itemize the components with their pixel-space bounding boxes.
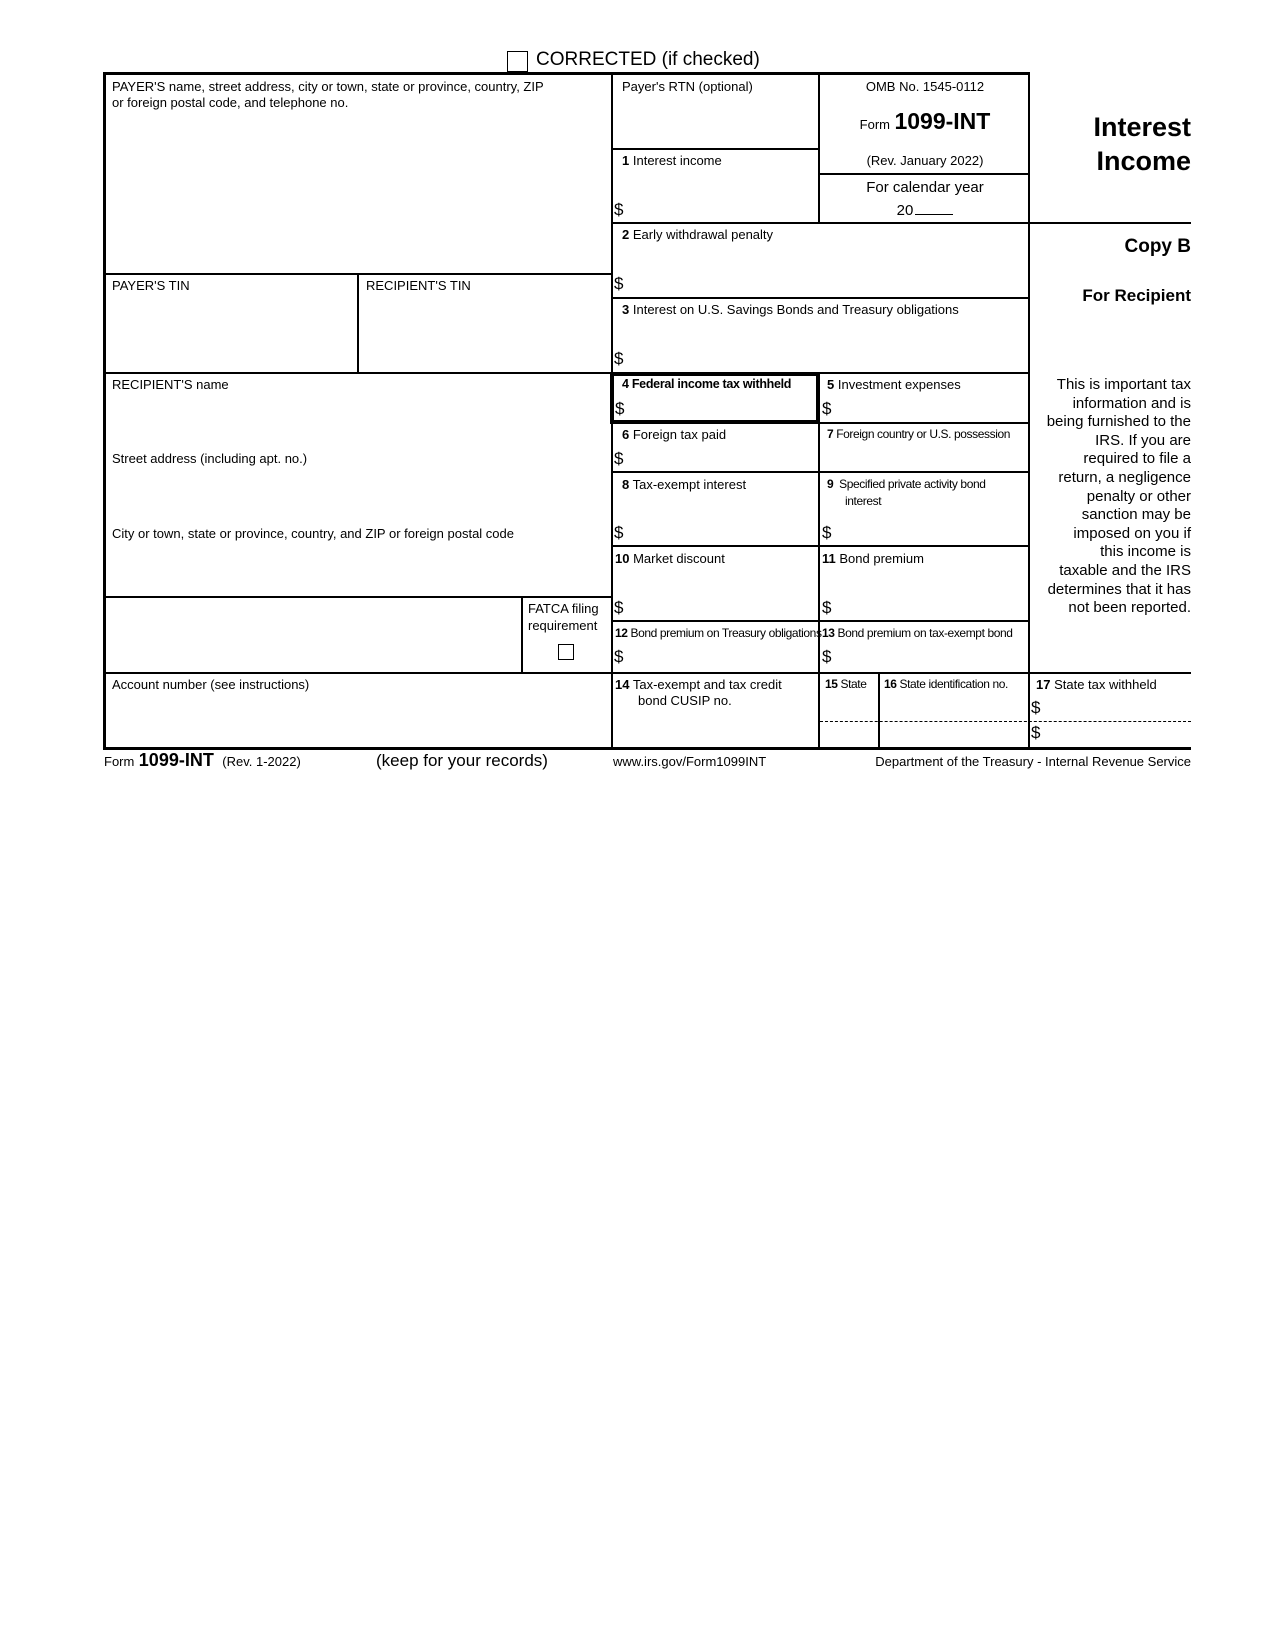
- box5-investment-expenses-field[interactable]: [834, 394, 1026, 420]
- notice-line: sanction may be: [1081, 506, 1191, 524]
- box12-dollar-sign: $: [614, 647, 624, 666]
- box10-dollar-sign: $: [614, 598, 624, 617]
- recipient-tin-label: RECIPIENT'S TIN: [366, 278, 471, 293]
- form-left-border: [103, 72, 106, 750]
- box9-private-activity-bond-field[interactable]: [834, 510, 1026, 542]
- line-box10-top: [611, 545, 1030, 547]
- box4-label: 4 Federal income tax withheld: [622, 377, 792, 391]
- box2-early-withdrawal-field[interactable]: [626, 244, 1026, 294]
- notice-line: this income is: [1100, 543, 1191, 561]
- line-box1-top: [611, 148, 820, 150]
- agency-name: Department of the Treasury - Internal Revenue Service: [875, 754, 1191, 769]
- box13-tax-exempt-premium-field[interactable]: [834, 644, 1026, 670]
- street-address-label: Street address (including apt. no.): [112, 451, 308, 466]
- box8-tax-exempt-interest-field[interactable]: [626, 494, 816, 542]
- box9-label: 9 Specified private activity bond: [827, 477, 986, 491]
- box6-dollar-sign: $: [614, 449, 624, 468]
- notice-line: not been reported.: [1068, 599, 1191, 617]
- divider-tin: [357, 273, 359, 374]
- divider-fatca: [521, 596, 523, 674]
- line-box8-top: [611, 471, 1030, 473]
- city-field[interactable]: [108, 543, 608, 593]
- box13-dollar-sign: $: [822, 647, 832, 666]
- notice-line: This is important tax: [1056, 376, 1191, 393]
- box15-state-field-1[interactable]: [822, 694, 876, 720]
- box17-state-tax-field-2[interactable]: [1044, 723, 1189, 746]
- footer-form-id: [104, 749, 301, 773]
- keep-records-note: (keep for your records): [376, 751, 548, 770]
- important-notice: [1030, 376, 1191, 618]
- box14-label-2: bond CUSIP no.: [638, 693, 732, 708]
- box16-state-id-field-1[interactable]: [882, 694, 1026, 720]
- title-income: Income: [1096, 146, 1191, 176]
- box1-label: 1 Interest income: [622, 153, 722, 168]
- year-prefix: 20: [896, 202, 914, 219]
- footer-revision: (Rev. 1-2022): [222, 754, 301, 769]
- box1-interest-income-field[interactable]: [626, 170, 816, 220]
- calendar-year-label: For calendar year: [866, 179, 984, 196]
- city-label: City or town, state or province, country, and ZIP or foreign postal code: [112, 526, 514, 541]
- notice-line: imposed on you if: [1073, 524, 1191, 542]
- box17-label: 17 State tax withheld: [1036, 677, 1157, 692]
- blank-field: [108, 600, 518, 670]
- form-title-block: [820, 108, 1030, 135]
- box9-dollar-sign: $: [822, 523, 832, 542]
- street-address-field[interactable]: [108, 468, 608, 518]
- box10-market-discount-field[interactable]: [626, 568, 816, 618]
- payer-tin-field[interactable]: [108, 296, 354, 370]
- payer-name-label-2: or foreign postal code, and telephone no.: [112, 95, 349, 110]
- box17-state-tax-field-1[interactable]: [1044, 694, 1189, 720]
- box8-dollar-sign: $: [614, 523, 624, 542]
- box3-savings-bonds-field[interactable]: [626, 320, 1026, 370]
- line-side-title-bottom: [1028, 222, 1191, 224]
- box7-foreign-country-field[interactable]: [822, 444, 1026, 469]
- notice-line: taxable and the IRS: [1059, 561, 1191, 579]
- box11-bond-premium-field[interactable]: [834, 568, 1026, 618]
- fatca-label-2: requirement: [528, 618, 598, 633]
- box2-label: 2 Early withdrawal penalty: [622, 227, 774, 242]
- payer-rtn-label: Payer's RTN (optional): [622, 79, 753, 94]
- for-recipient: For Recipient: [1082, 286, 1191, 305]
- box5-dollar-sign: $: [822, 399, 832, 418]
- box14-label: 14 Tax-exempt and tax credit: [615, 677, 782, 692]
- divider-mid-lower: [818, 373, 820, 750]
- account-number-field[interactable]: [108, 694, 608, 744]
- box1-dollar-sign: $: [614, 200, 624, 219]
- box14-cusip-field[interactable]: [615, 710, 815, 746]
- box9-label-2: interest: [845, 494, 882, 508]
- fatca-checkbox[interactable]: [558, 644, 574, 660]
- payer-name-field[interactable]: [108, 112, 608, 270]
- payer-name-label: PAYER'S name, street address, city or town, state or province, country, ZIP: [112, 79, 544, 94]
- box15-state-field-2[interactable]: [822, 723, 876, 746]
- line-recipient-top: [103, 372, 1030, 374]
- state-dashed-line: [820, 721, 1191, 722]
- form-revision: (Rev. January 2022): [866, 153, 984, 168]
- box3-dollar-sign: $: [614, 349, 624, 368]
- box13-label: 13 Bond premium on tax-exempt bond: [822, 626, 1013, 640]
- omb-number: OMB No. 1545-0112: [865, 79, 985, 94]
- footer-form-prefix: Form: [104, 754, 135, 769]
- box6-label: 6 Foreign tax paid: [622, 427, 727, 442]
- box17-dollar-sign-2: $: [1031, 723, 1041, 742]
- payer-tin-label: PAYER'S TIN: [112, 278, 190, 293]
- irs-url: www.irs.gov/Form1099INT: [613, 754, 767, 769]
- box5-label: 5 Investment expenses: [827, 377, 961, 392]
- box6-foreign-tax-field[interactable]: [626, 444, 816, 469]
- box17-dollar-sign-1: $: [1031, 698, 1041, 717]
- notice-line: determines that it has: [1047, 580, 1191, 598]
- line-fatca-top: [103, 596, 613, 598]
- recipient-name-field[interactable]: [108, 394, 608, 444]
- recipient-tin-field[interactable]: [362, 296, 608, 370]
- notice-line: return, a negligence: [1058, 468, 1191, 486]
- box12-label: 12 Bond premium on Treasury obligations: [615, 626, 822, 640]
- line-year-top: [818, 173, 1030, 175]
- notice-line: penalty or other: [1086, 487, 1191, 505]
- box4-dollar-sign: $: [615, 399, 625, 418]
- payer-rtn-field[interactable]: [615, 96, 815, 146]
- form-top-border: [103, 72, 1030, 75]
- notice-line: required to file a: [1083, 450, 1191, 468]
- box11-label: 11 Bond premium: [822, 551, 924, 566]
- fatca-label: FATCA filing: [528, 601, 599, 616]
- box16-label: 16 State identification no.: [884, 677, 1008, 691]
- box10-label: 10 Market discount: [615, 551, 725, 566]
- box8-label: 8 Tax-exempt interest: [622, 477, 747, 492]
- notice-line: IRS. If you are: [1095, 431, 1191, 449]
- recipient-name-label: RECIPIENT'S name: [112, 377, 229, 392]
- calendar-year-field[interactable]: [820, 202, 1030, 219]
- line-box3-top: [611, 297, 1030, 299]
- form-name: 1099-INT: [894, 108, 991, 134]
- title-interest: Interest: [1093, 112, 1191, 142]
- box2-dollar-sign: $: [614, 274, 624, 293]
- line-payer-tin-top: [103, 273, 613, 275]
- box16-state-id-field-2[interactable]: [882, 723, 1026, 746]
- form-prefix: Form: [859, 117, 890, 132]
- line-account-top: [103, 672, 1191, 674]
- notice-line: information and is: [1072, 394, 1191, 412]
- footer-form-name: 1099-INT: [138, 750, 214, 770]
- box15-label: 15 State: [825, 677, 867, 691]
- box4-federal-tax-withheld-field[interactable]: [628, 394, 814, 420]
- box7-label: 7 Foreign country or U.S. possession: [827, 427, 1011, 441]
- divider-15-16: [878, 673, 880, 750]
- box3-label: 3 Interest on U.S. Savings Bonds and Treasury obligations: [622, 302, 959, 317]
- account-number-label: Account number (see instructions): [112, 677, 310, 692]
- box11-dollar-sign: $: [822, 598, 832, 617]
- box12-treasury-premium-field[interactable]: [626, 644, 816, 670]
- corrected-label: CORRECTED (if checked): [536, 49, 760, 70]
- copy-b: Copy B: [1124, 236, 1191, 257]
- line-box12-top: [611, 620, 1030, 622]
- notice-line: being furnished to the: [1046, 413, 1191, 431]
